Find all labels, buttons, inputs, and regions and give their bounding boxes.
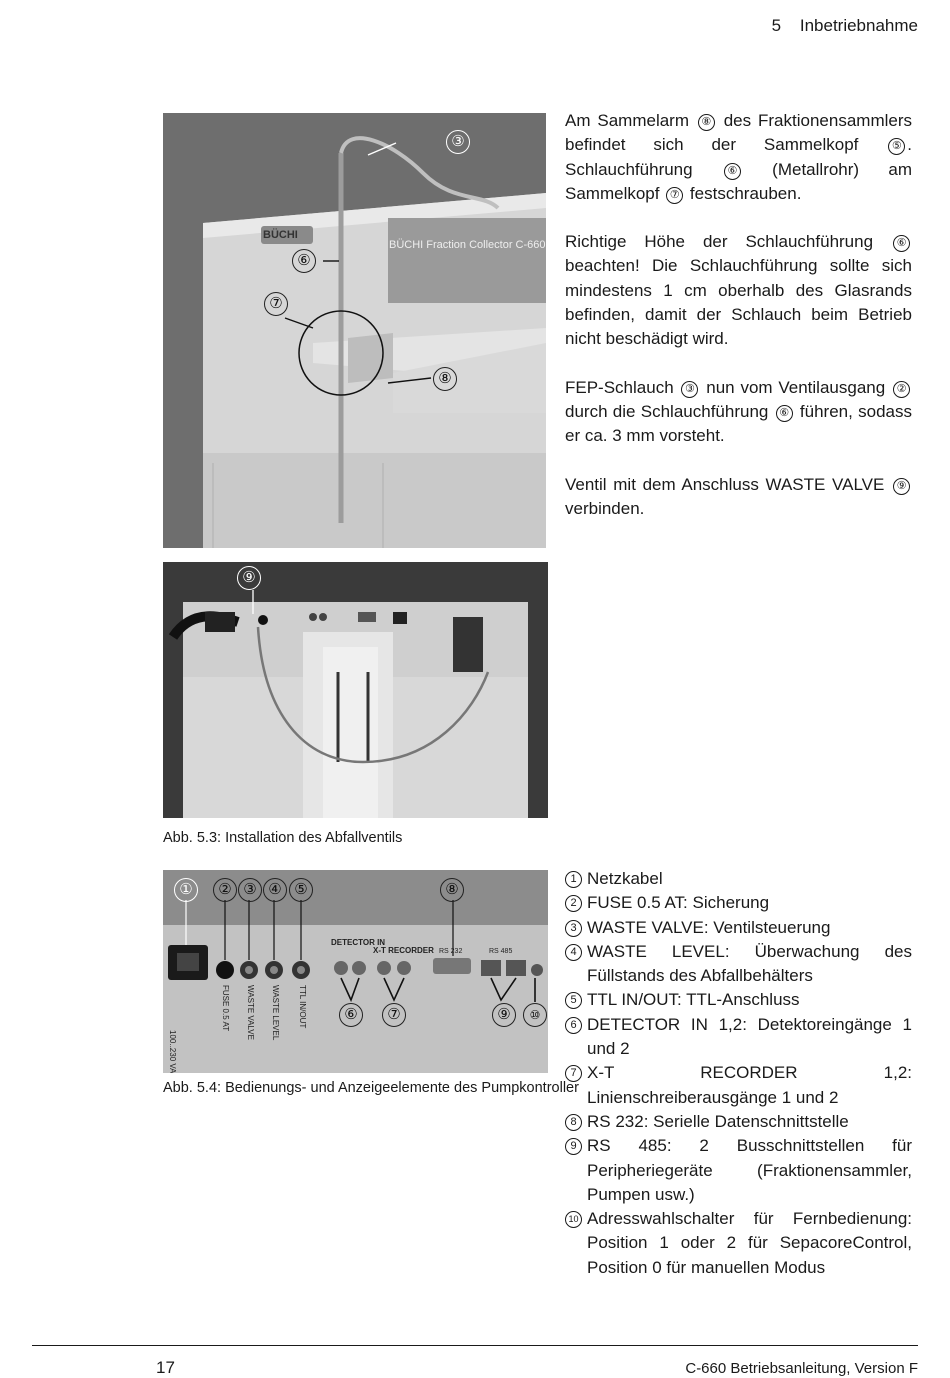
document-title: C-660 Betriebsanleitung, Version F: [685, 1360, 918, 1377]
legend-item: [565, 1207, 912, 1280]
callout-3: ③: [238, 878, 262, 902]
port-label-detector: DETECTOR IN: [331, 938, 386, 947]
legend-text: RS 232: Serielle Datenschnittstelle: [587, 1111, 849, 1131]
callout-8: ⑧: [440, 878, 464, 902]
callout-6: ⑥: [292, 249, 316, 273]
legend-item: [565, 1013, 912, 1062]
text-run: FEP-Schlauch: [565, 377, 680, 397]
legend-number: 7: [565, 1065, 582, 1082]
instruction-paragraph-1: [565, 109, 912, 206]
text-run: Richtige Höhe der Schlauchführung: [565, 232, 891, 252]
photo-pump-controller-panel: [163, 870, 548, 1073]
legend-item: [565, 891, 912, 915]
callout-9: ⑨: [492, 1003, 516, 1027]
text-run: (Metallrohr) am Sammelkopf: [565, 159, 912, 203]
callout-8: ⑧: [433, 367, 457, 391]
callout-5: ⑤: [289, 878, 313, 902]
port-label-rs485: RS 485: [489, 948, 513, 955]
ref-circle: ⑤: [888, 138, 905, 155]
legend-number: 5: [565, 992, 582, 1009]
text-run: verbinden.: [565, 498, 645, 518]
device-brand-label: BÜCHI: [263, 229, 298, 241]
text-run: . Schlauchführung: [565, 135, 912, 179]
ref-circle: ⑨: [893, 478, 910, 495]
legend-number: 10: [565, 1211, 582, 1228]
text-run: Ventil mit dem Anschluss WASTE VALVE: [565, 474, 891, 494]
legend-number: 9: [565, 1138, 582, 1155]
callout-3: ③: [446, 130, 470, 154]
callout-6: ⑥: [339, 1003, 363, 1027]
port-label-fuse: FUSE 0.5 AT: [221, 985, 230, 1032]
legend-text: DETECTOR IN 1,2: Detektoreingänge 1 und 2: [587, 1014, 912, 1059]
callout-9: ⑨: [237, 566, 261, 590]
legend-text: FUSE 0.5 AT: Sicherung: [587, 893, 770, 913]
figure-caption-5-3: Abb. 5.3: Installation des Abfallventils: [163, 830, 403, 846]
legend-text: WASTE LEVEL: Überwachung des Füllstands des Abfallbehälters: [587, 941, 912, 986]
legend-list: [565, 867, 912, 1280]
legend-item: [565, 916, 912, 940]
legend-item: [565, 988, 912, 1012]
ref-circle: ⑥: [724, 163, 741, 180]
photo-fraction-collector: [163, 113, 546, 548]
legend-text: TTL IN/OUT: TTL-Anschluss: [587, 990, 800, 1010]
text-run: führen, sodass er ca. 3 mm vorsteht.: [565, 401, 912, 446]
text-run: des Fraktionensammlers befindet sich der Sammelkopf: [565, 111, 912, 155]
legend-item: [565, 940, 912, 989]
legend-number: 3: [565, 920, 582, 937]
legend-number: 2: [565, 895, 582, 912]
chapter-title: Inbetriebnahme: [799, 16, 918, 35]
callout-4: ④: [263, 878, 287, 902]
ref-circle: ⑥: [776, 405, 793, 422]
chapter-number: 5: [771, 16, 782, 35]
instruction-paragraph-3: [565, 376, 912, 449]
legend-number: 6: [565, 1017, 582, 1034]
callout-2: ②: [213, 878, 237, 902]
callout-7: ⑦: [264, 292, 288, 316]
ref-circle: ③: [681, 381, 698, 398]
port-label-recorder: X-T RECORDER: [373, 946, 434, 955]
legend-number: 4: [565, 944, 582, 961]
text-run: nun vom Ventilausgang: [700, 377, 891, 397]
port-label-waste-valve: WASTE VALVE: [246, 985, 255, 1040]
callout-7: ⑦: [382, 1003, 406, 1027]
text-run: festschrauben.: [685, 183, 802, 203]
instruction-paragraph-2: [565, 230, 912, 351]
ref-circle: ⑧: [698, 114, 715, 131]
ref-circle: ⑦: [666, 187, 683, 204]
callout-10: ⑩: [523, 1003, 547, 1027]
port-label-rs232: RS 232: [439, 948, 463, 955]
page-number: 17: [156, 1358, 175, 1377]
legend-number: 1: [565, 871, 582, 888]
running-header: [772, 16, 918, 36]
photo-waste-valve-installation: [163, 562, 548, 818]
text-run: durch die Schlauchführung: [565, 401, 774, 421]
legend-text: RS 485: 2 Busschnittstellen für Peripheriegeräte (Fraktionensammler, Pumpen usw.): [587, 1136, 912, 1204]
legend-text: WASTE VALVE: Ventilsteuerung: [587, 917, 831, 937]
legend-item: [565, 867, 912, 891]
footer-divider: [32, 1345, 918, 1346]
legend-text: X-T RECORDER 1,2: Linienschreiberausgänge 1 und 2: [587, 1063, 912, 1107]
port-label-waste-level: WASTE LEVEL: [271, 985, 280, 1041]
callout-1: ①: [174, 878, 198, 902]
ref-circle: ②: [893, 381, 910, 398]
legend-item: [565, 1134, 912, 1207]
legend-item: [565, 1061, 912, 1110]
legend-number: 8: [565, 1114, 582, 1131]
device-name-label: BÜCHI Fraction Collector C-660: [389, 239, 546, 251]
legend-text: Netzkabel: [587, 869, 663, 888]
instruction-paragraph-4: [565, 473, 912, 522]
ref-circle: ⑥: [893, 235, 910, 252]
legend-item: [565, 1110, 912, 1134]
figure-caption-5-4: Abb. 5.4: Bedienungs- und Anzeigeelemente des Pumpkontroller: [163, 1080, 579, 1096]
instructions-text: [565, 109, 912, 545]
text-run: beachten! Die Schlauchführung sollte sich mindestens 1 cm oberhalb des Glasrands befinden, damit der Schlauch beim Betrieb nicht beschädigt wird.: [565, 256, 912, 349]
legend-text: Adresswahlschalter für Fernbedienung: Position 1 oder 2 für SepacoreControl, Position 0 für manuellen Modus: [587, 1209, 912, 1277]
port-label-ttl: TTL IN/OUT: [298, 985, 307, 1029]
text-run: Am Sammelarm: [565, 111, 696, 130]
